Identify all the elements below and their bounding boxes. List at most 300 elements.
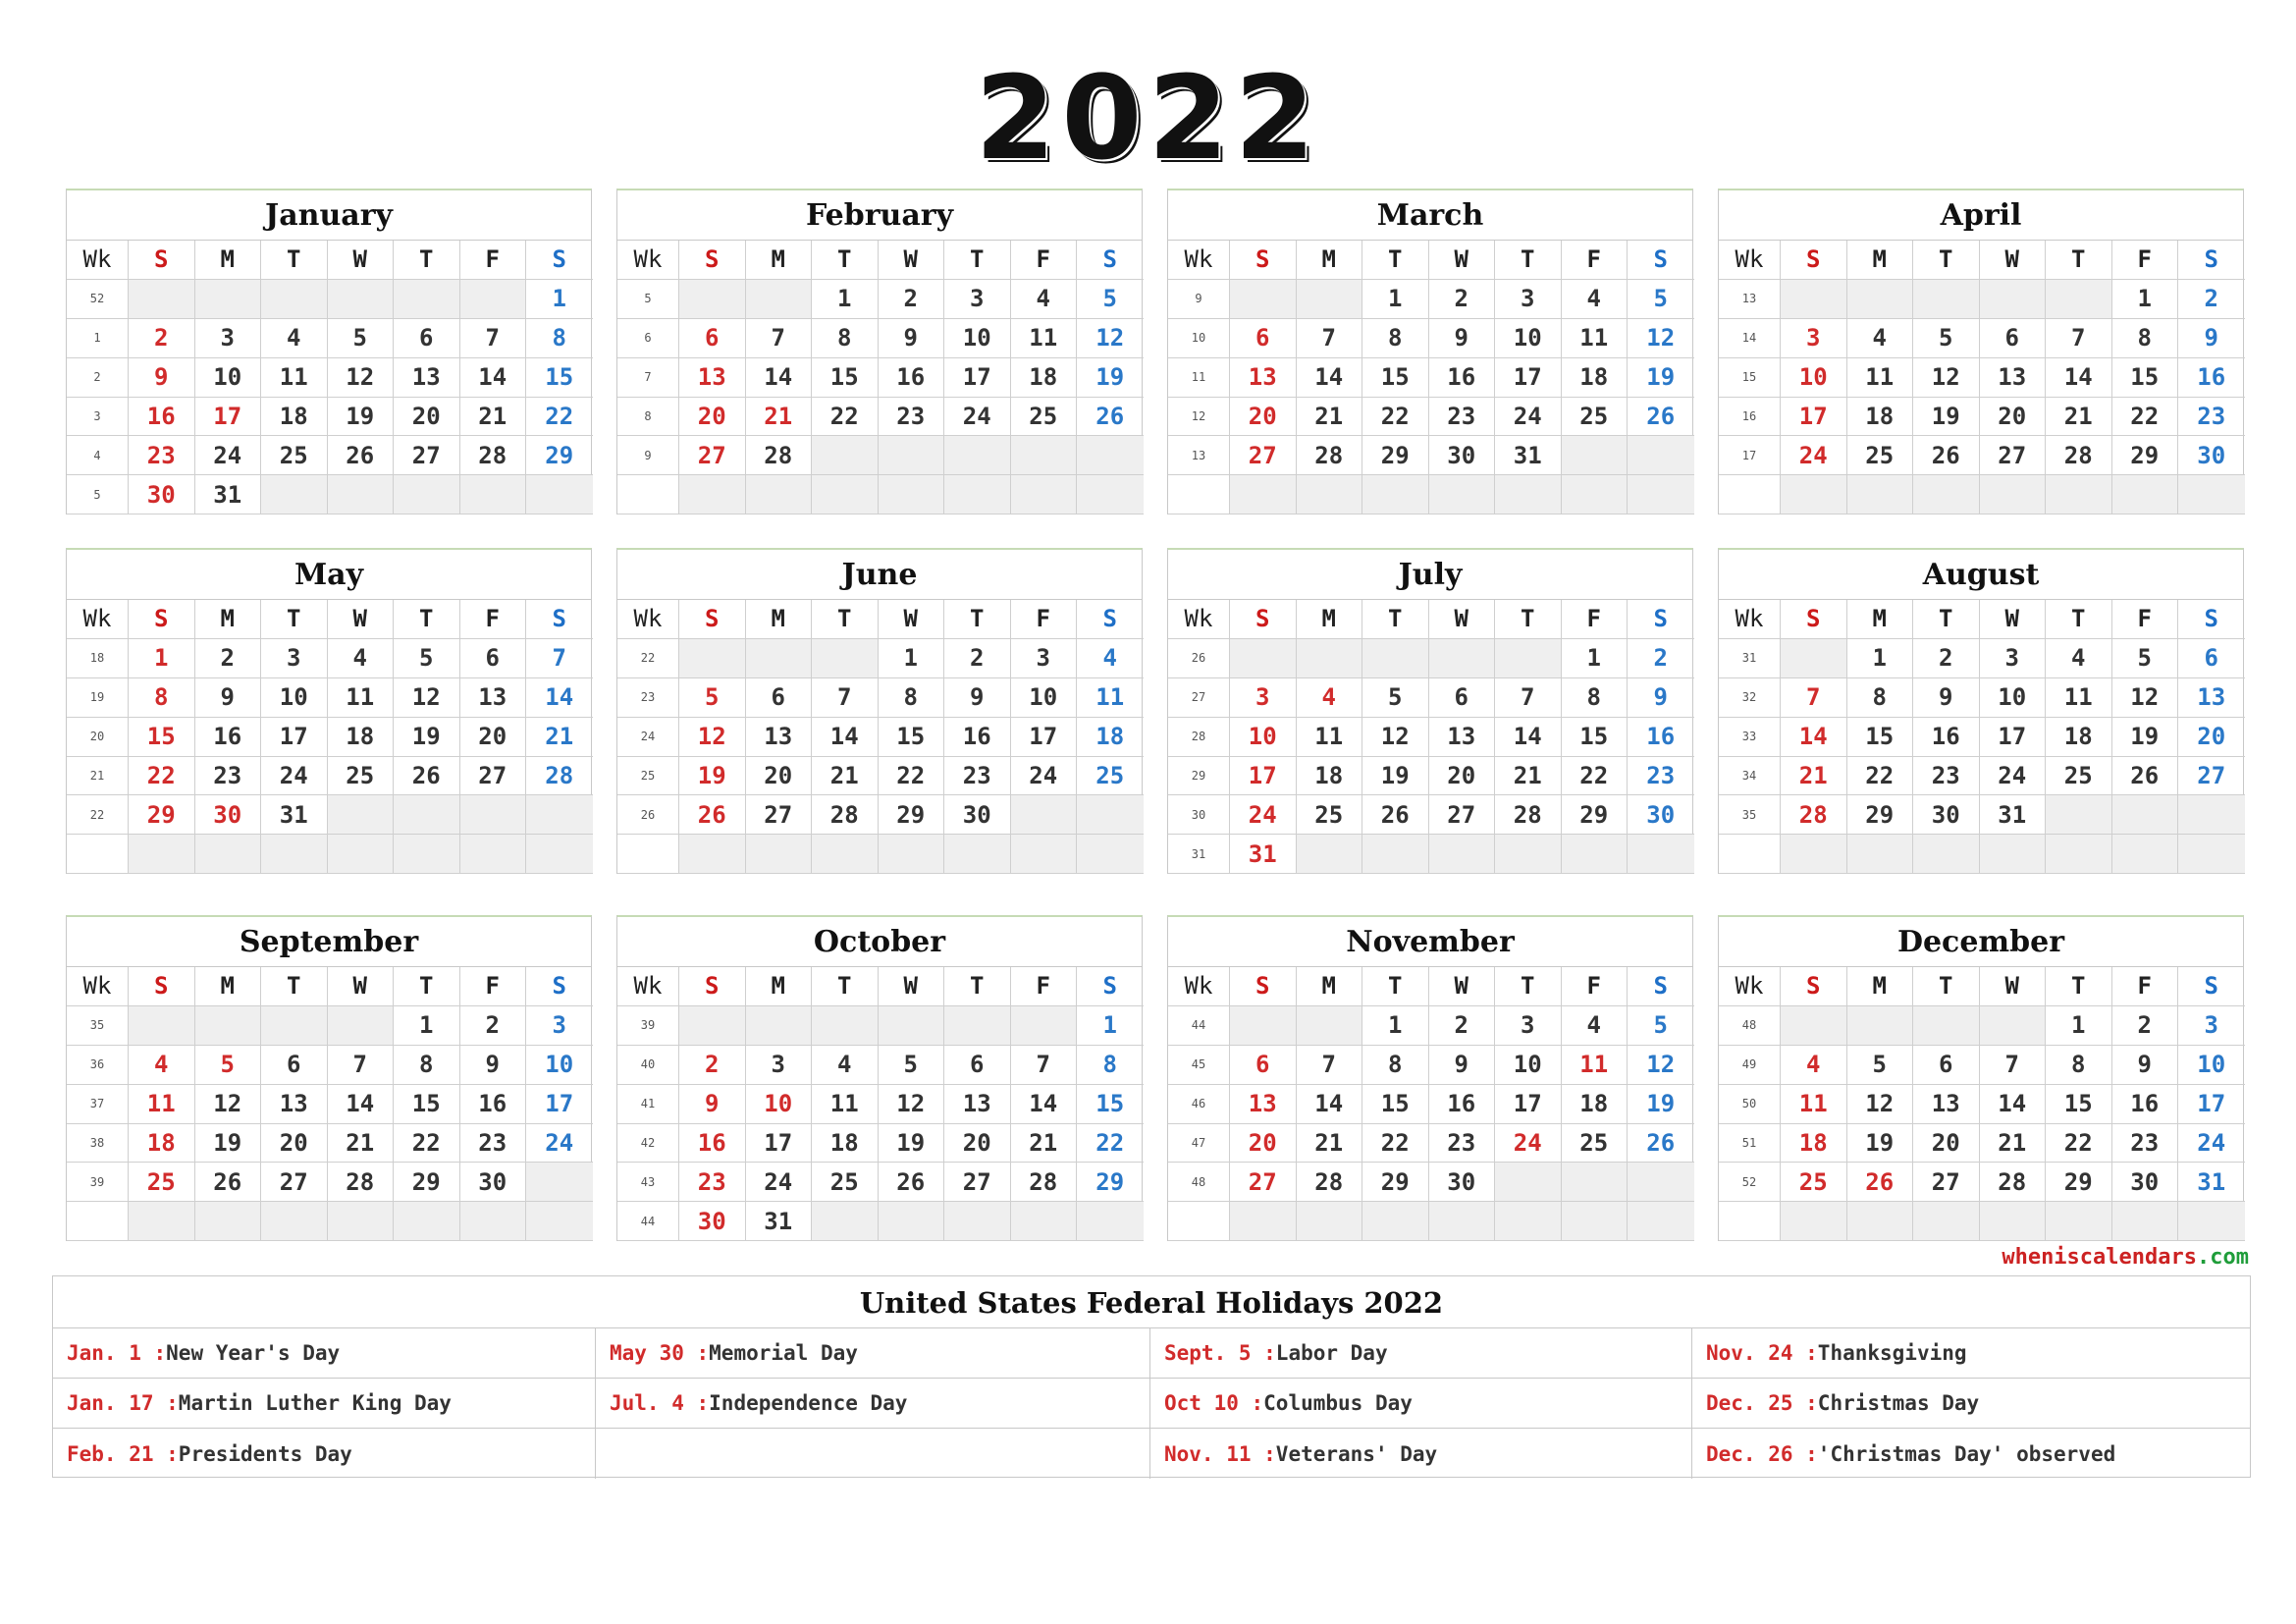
day-cell: 21 [1297,1124,1363,1164]
day-cell: 2 [944,639,1011,678]
day-cell: 1 [1847,639,1914,678]
holiday-date: Jul. 4 : [610,1391,710,1415]
empty-cell [879,1006,945,1046]
empty-cell [1562,1163,1629,1202]
day-cell: 1 [394,1006,460,1046]
day-cell: 25 [261,436,328,475]
day-cell: 17 [1495,358,1562,398]
day-cell: 5 [879,1046,945,1085]
day-cell: 15 [1847,718,1914,757]
month-name: February [617,190,1142,241]
day-cell: 17 [1230,757,1297,796]
day-cell: 12 [1847,1085,1914,1124]
day-cell: 13 [2178,678,2245,718]
empty-cell [2046,795,2112,835]
day-cell: 2 [879,280,945,319]
day-cell: 1 [129,639,195,678]
empty-cell [1077,795,1144,835]
empty-cell [812,835,879,874]
empty-cell [328,795,395,835]
week-number: 38 [67,1124,129,1164]
day-cell: 28 [812,795,879,835]
empty-cell [2112,1202,2179,1241]
week-number: 9 [617,436,679,475]
day-cell: 3 [1011,639,1078,678]
day-cell: 29 [2112,436,2179,475]
empty-cell [1495,475,1562,514]
day-cell: 9 [1429,1046,1496,1085]
week-number: 50 [1719,1085,1781,1124]
holiday-entry [1692,1328,2250,1379]
week-number-header: Wk [617,600,679,639]
month-grid [1719,241,2243,514]
day-cell: 5 [679,678,746,718]
weekday-header: T [944,967,1011,1006]
weekday-header: S [1628,241,1694,280]
empty-cell [328,1006,395,1046]
day-cell: 29 [394,1163,460,1202]
month-name: November [1168,917,1692,967]
day-cell: 12 [1628,1046,1694,1085]
day-cell: 11 [812,1085,879,1124]
empty-cell [944,436,1011,475]
holiday-name: Martin Luther King Day [178,1391,452,1415]
day-cell: 19 [195,1124,262,1164]
day-cell: 19 [879,1124,945,1164]
weekday-header: T [944,241,1011,280]
day-cell: 30 [2178,436,2245,475]
day-cell: 31 [195,475,262,514]
empty-cell [879,835,945,874]
week-number-header: Wk [1168,241,1230,280]
week-number: 13 [1168,436,1230,475]
day-cell: 23 [1913,757,1980,796]
empty-cell [1562,475,1629,514]
empty-cell [812,436,879,475]
day-cell: 2 [1429,1006,1496,1046]
day-cell: 26 [328,436,395,475]
month-name: July [1168,550,1692,600]
day-cell: 14 [746,358,813,398]
month-march [1167,189,1693,514]
day-cell: 26 [195,1163,262,1202]
day-cell: 20 [746,757,813,796]
day-cell: 8 [129,678,195,718]
day-cell: 9 [879,319,945,358]
empty-cell [2046,475,2112,514]
day-cell: 15 [1362,1085,1429,1124]
day-cell: 1 [1362,1006,1429,1046]
day-cell: 4 [129,1046,195,1085]
holiday-name: 'Christmas Day' observed [1817,1441,2116,1466]
empty-cell [2178,1202,2245,1241]
day-cell: 22 [1562,757,1629,796]
empty-cell [1781,1202,1847,1241]
day-cell: 14 [1011,1085,1078,1124]
day-cell: 21 [1980,1124,2047,1164]
day-cell: 30 [1628,795,1694,835]
empty-cell [2046,280,2112,319]
week-number: 7 [617,358,679,398]
day-cell: 1 [1562,639,1629,678]
day-cell: 24 [1781,436,1847,475]
day-cell: 30 [1913,795,1980,835]
empty-cell [2178,475,2245,514]
week-number: 3 [67,398,129,437]
weekday-header: W [1980,241,2047,280]
holiday-date: May 30 : [610,1341,710,1365]
day-cell: 26 [879,1163,945,1202]
holiday-date: Sept. 5 : [1164,1341,1276,1365]
empty-cell [1362,639,1429,678]
week-number: 51 [1719,1124,1781,1164]
year-title: 2022 [975,50,1321,186]
empty-cell [328,475,395,514]
day-cell: 31 [2178,1163,2245,1202]
day-cell: 5 [1077,280,1144,319]
month-may [66,548,592,874]
day-cell: 23 [195,757,262,796]
day-cell: 16 [195,718,262,757]
week-number-header: Wk [617,967,679,1006]
day-cell: 29 [1847,795,1914,835]
day-cell: 3 [944,280,1011,319]
weekday-header: F [1011,600,1078,639]
day-cell: 7 [1011,1046,1078,1085]
week-number: 48 [1719,1006,1781,1046]
week-number [67,835,129,874]
day-cell: 1 [2046,1006,2112,1046]
day-cell: 19 [328,398,395,437]
day-cell: 12 [195,1085,262,1124]
day-cell: 6 [261,1046,328,1085]
day-cell: 19 [2112,718,2179,757]
day-cell: 21 [812,757,879,796]
day-cell: 29 [1077,1163,1144,1202]
weekday-header: F [2112,967,2179,1006]
day-cell: 3 [195,319,262,358]
weekday-header: W [328,241,395,280]
week-number: 1 [67,319,129,358]
day-cell: 16 [879,358,945,398]
empty-cell [1980,280,2047,319]
day-cell: 20 [1429,757,1496,796]
weekday-header: T [261,241,328,280]
day-cell: 21 [1781,757,1847,796]
day-cell: 30 [1429,1163,1496,1202]
holiday-name: New Year's Day [166,1341,341,1365]
day-cell: 13 [1913,1085,1980,1124]
day-cell: 25 [1781,1163,1847,1202]
empty-cell [526,475,593,514]
day-cell: 24 [1980,757,2047,796]
month-name: May [67,550,591,600]
day-cell: 11 [1562,319,1629,358]
week-number-header: Wk [1719,241,1781,280]
weekday-header: F [1011,241,1078,280]
holiday-date: Dec. 25 : [1706,1391,1818,1415]
day-cell: 12 [1913,358,1980,398]
weekday-header: S [1077,967,1144,1006]
day-cell: 11 [1297,718,1363,757]
empty-cell [1011,795,1078,835]
day-cell: 13 [460,678,527,718]
day-cell: 3 [1495,1006,1562,1046]
day-cell: 9 [1913,678,1980,718]
day-cell: 6 [1429,678,1496,718]
empty-cell [195,835,262,874]
day-cell: 15 [879,718,945,757]
week-number: 35 [1719,795,1781,835]
day-cell: 20 [2178,718,2245,757]
day-cell: 6 [2178,639,2245,678]
day-cell: 21 [1495,757,1562,796]
weekday-header: F [2112,241,2179,280]
day-cell: 4 [1847,319,1914,358]
day-cell: 6 [679,319,746,358]
empty-cell [1011,835,1078,874]
empty-cell [1230,1202,1297,1241]
empty-cell [1781,639,1847,678]
weekday-header: W [328,600,395,639]
week-number-header: Wk [67,967,129,1006]
holiday-entry [1150,1328,1692,1379]
day-cell: 16 [129,398,195,437]
empty-cell [394,475,460,514]
day-cell: 20 [460,718,527,757]
day-cell: 31 [1495,436,1562,475]
day-cell: 1 [812,280,879,319]
day-cell: 30 [944,795,1011,835]
day-cell: 22 [1077,1124,1144,1164]
day-cell: 5 [1628,1006,1694,1046]
weekday-header: S [1781,600,1847,639]
empty-cell [1297,280,1363,319]
day-cell: 2 [1628,639,1694,678]
holiday-entry [596,1379,1150,1429]
empty-cell [1847,1202,1914,1241]
day-cell: 27 [1980,436,2047,475]
week-number: 6 [617,319,679,358]
weekday-header: T [1495,600,1562,639]
day-cell: 27 [746,795,813,835]
day-cell: 9 [2112,1046,2179,1085]
day-cell: 9 [195,678,262,718]
week-number: 31 [1719,639,1781,678]
empty-cell [1913,1006,1980,1046]
day-cell: 17 [195,398,262,437]
empty-cell [879,436,945,475]
empty-cell [129,1202,195,1241]
month-april [1718,189,2244,514]
day-cell: 28 [1495,795,1562,835]
empty-cell [1011,1202,1078,1241]
empty-cell [1628,436,1694,475]
day-cell: 3 [746,1046,813,1085]
day-cell: 11 [129,1085,195,1124]
empty-cell [2112,475,2179,514]
empty-cell [1980,835,2047,874]
day-cell: 26 [394,757,460,796]
week-number: 41 [617,1085,679,1124]
day-cell: 31 [1230,835,1297,874]
week-number: 22 [617,639,679,678]
week-number: 44 [1168,1006,1230,1046]
day-cell: 12 [328,358,395,398]
week-number: 21 [67,757,129,796]
day-cell: 29 [1562,795,1629,835]
empty-cell [1011,436,1078,475]
day-cell: 26 [1913,436,1980,475]
holiday-date: Jan. 17 : [67,1391,179,1415]
holiday-name: Columbus Day [1263,1391,1413,1415]
holiday-date: Dec. 26 : [1706,1441,1818,1466]
day-cell: 23 [2112,1124,2179,1164]
day-cell: 16 [1628,718,1694,757]
weekday-header: T [2046,241,2112,280]
empty-cell [1077,475,1144,514]
day-cell: 9 [2178,319,2245,358]
weekday-header: W [1980,600,2047,639]
empty-cell [1913,1202,1980,1241]
empty-cell [195,280,262,319]
day-cell: 23 [1429,1124,1496,1164]
empty-cell [129,280,195,319]
holiday-entry [1692,1429,2250,1479]
day-cell: 8 [526,319,593,358]
day-cell: 15 [526,358,593,398]
holiday-entry [53,1328,596,1379]
day-cell: 3 [1230,678,1297,718]
empty-cell [1495,1163,1562,1202]
month-grid [67,241,591,514]
empty-cell [812,475,879,514]
empty-cell [1429,639,1496,678]
weekday-header: T [1913,967,1980,1006]
day-cell: 4 [1011,280,1078,319]
week-number: 46 [1168,1085,1230,1124]
empty-cell [1429,1202,1496,1241]
day-cell: 23 [2178,398,2245,437]
day-cell: 24 [746,1163,813,1202]
day-cell: 23 [460,1124,527,1164]
day-cell: 11 [261,358,328,398]
month-september [66,915,592,1241]
week-number-header: Wk [67,600,129,639]
day-cell: 8 [1362,319,1429,358]
week-number: 29 [1168,757,1230,796]
day-cell: 17 [944,358,1011,398]
day-cell: 19 [1362,757,1429,796]
day-cell: 27 [1230,1163,1297,1202]
weekday-header: F [2112,600,2179,639]
day-cell: 6 [394,319,460,358]
day-cell: 13 [1429,718,1496,757]
day-cell: 8 [2112,319,2179,358]
empty-cell [679,639,746,678]
empty-cell [944,475,1011,514]
week-number: 44 [617,1202,679,1241]
holiday-name: Thanksgiving [1817,1341,1967,1365]
day-cell: 18 [1562,358,1629,398]
week-number [1719,835,1781,874]
day-cell: 4 [1077,639,1144,678]
day-cell: 22 [1847,757,1914,796]
day-cell: 10 [1781,358,1847,398]
day-cell: 29 [129,795,195,835]
day-cell: 24 [1495,1124,1562,1164]
empty-cell [195,1006,262,1046]
day-cell: 28 [1297,436,1363,475]
weekday-header: T [1362,600,1429,639]
weekday-header: F [460,967,527,1006]
day-cell: 22 [879,757,945,796]
weekday-header: M [746,600,813,639]
day-cell: 5 [1847,1046,1914,1085]
day-cell: 23 [679,1163,746,1202]
holidays-table [52,1275,2251,1478]
day-cell: 3 [1980,639,2047,678]
day-cell: 25 [129,1163,195,1202]
weekday-header: T [1913,600,1980,639]
week-number-header: Wk [67,241,129,280]
day-cell: 12 [879,1085,945,1124]
empty-cell [1230,639,1297,678]
holiday-date: Feb. 21 : [67,1441,179,1466]
day-cell: 10 [2178,1046,2245,1085]
day-cell: 26 [2112,757,2179,796]
day-cell: 4 [261,319,328,358]
weekday-header: W [1429,967,1496,1006]
month-grid [1168,967,1692,1241]
day-cell: 24 [1230,795,1297,835]
day-cell: 29 [526,436,593,475]
week-number-header: Wk [1719,967,1781,1006]
holiday-entry [53,1429,596,1479]
day-cell: 27 [1913,1163,1980,1202]
day-cell: 19 [1077,358,1144,398]
day-cell: 10 [1495,1046,1562,1085]
day-cell: 18 [129,1124,195,1164]
day-cell: 17 [1011,718,1078,757]
weekday-header: F [460,241,527,280]
empty-cell [328,1202,395,1241]
weekday-header: M [746,967,813,1006]
day-cell: 6 [1913,1046,1980,1085]
day-cell: 29 [879,795,945,835]
day-cell: 22 [526,398,593,437]
empty-cell [526,835,593,874]
day-cell: 25 [328,757,395,796]
month-grid [617,600,1142,874]
day-cell: 16 [2112,1085,2179,1124]
weekday-header: T [812,241,879,280]
day-cell: 12 [1077,319,1144,358]
weekday-header: T [1362,241,1429,280]
day-cell: 4 [328,639,395,678]
weekday-header: S [1230,600,1297,639]
day-cell: 5 [328,319,395,358]
weekday-header: S [526,967,593,1006]
day-cell: 30 [129,475,195,514]
day-cell: 16 [679,1124,746,1164]
day-cell: 28 [460,436,527,475]
holidays-title: United States Federal Holidays 2022 [53,1276,2250,1328]
day-cell: 22 [2046,1124,2112,1164]
day-cell: 7 [1297,1046,1363,1085]
weekday-header: W [879,241,945,280]
day-cell: 6 [1230,319,1297,358]
